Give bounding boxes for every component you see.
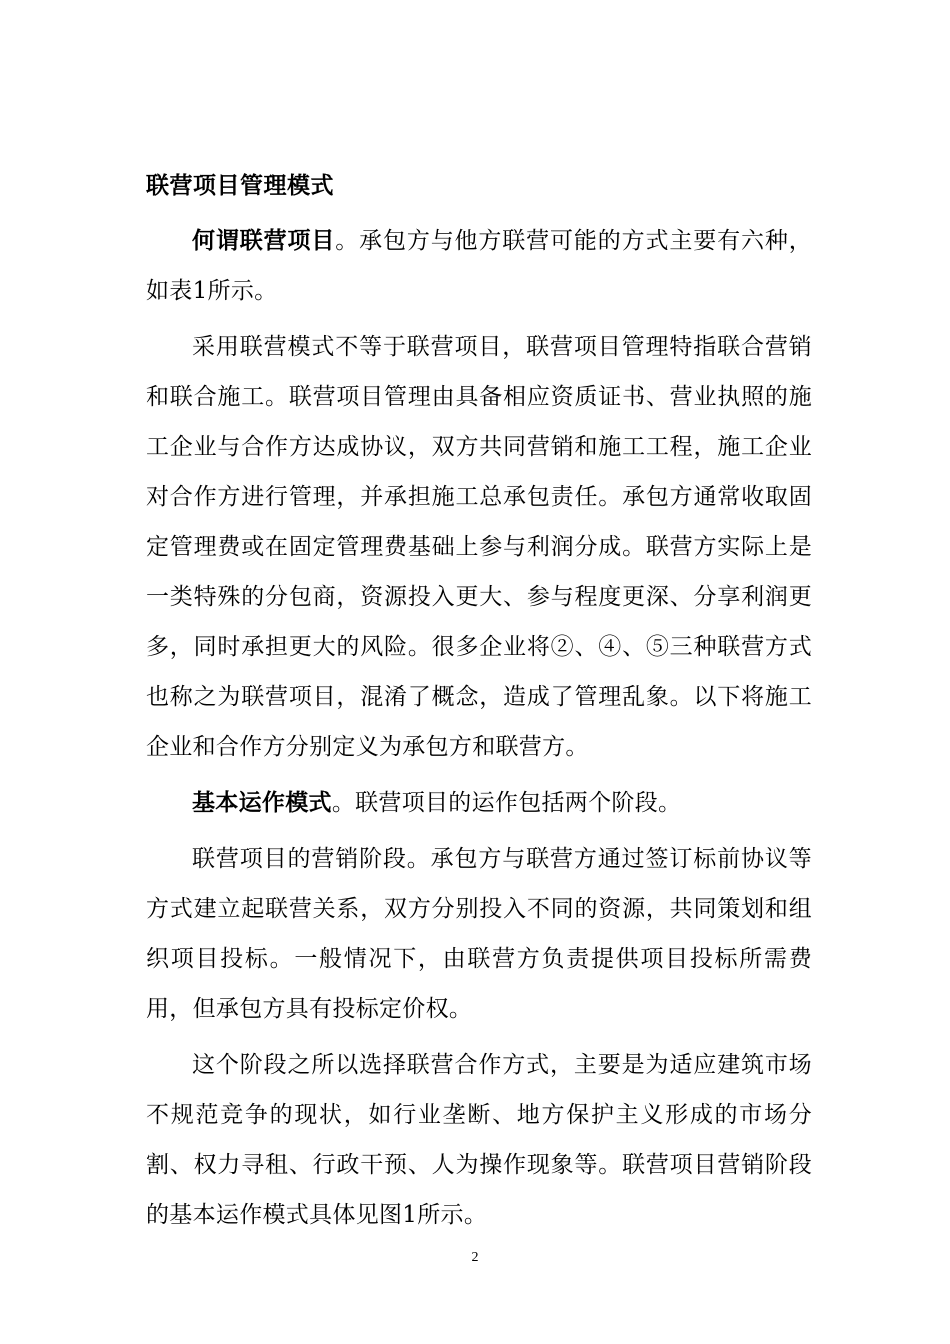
paragraph-text: 这个阶段之所以选择联营合作方式，主要是为适应建筑市场不规范竞争的现状，如行业垄断、地方保护主义形成的市场分割、权力寻租、行政干预、人为操作现象等。联营项目营销阶段的基本运作模式具体见图1所示。 (146, 1052, 812, 1228)
paragraph-text: 。承包方与他方联营可能的方式主要有六种，如表1所示。 (146, 228, 813, 304)
paragraph-text: 。联营项目的运作包括两个阶段。 (331, 790, 682, 816)
section-title: 联营项目管理模式 (146, 173, 334, 199)
paragraph-text: 联营项目的营销阶段。承包方与联营方通过签订标前协议等方式建立起联营关系，双方分别投入不同的资源，共同策划和组织项目投标。一般情况下，由联营方负责提供项目投标所需费用，但承包方具有投标定价权。 (146, 846, 812, 1022)
paragraph-stage-reason (146, 1040, 812, 1240)
page-number: 2 (471, 1250, 479, 1265)
paragraph-explanation (146, 322, 812, 772)
paragraph-lead: 何谓联营项目 (192, 228, 336, 254)
document-body (146, 168, 812, 1246)
paragraph-text: 采用联营模式不等于联营项目，联营项目管理特指联合营销和联合施工。联营项目管理由具备相应资质证书、营业执照的施工企业与合作方达成协议，双方共同营销和施工工程，施工企业对合作方进行管理，并承担施工总承包责任。承包方通常收取固定管理费或在固定管理费基础上参与利润分成。联营方实际上是一类特殊的分包商，资源投入更大、参与程度更深、分享利润更多，同时承担更大的风险。很多企业将②、④、⑤三种联营方式也称之为联营项目，混淆了概念，造成了管理乱象。以下将施工企业和合作方分别定义为承包方和联营方。 (146, 334, 812, 760)
paragraph-marketing-stage (146, 834, 812, 1034)
paragraph-definition (146, 216, 812, 316)
paragraph-lead: 基本运作模式 (192, 790, 332, 816)
paragraph-basic-mode (146, 778, 812, 828)
